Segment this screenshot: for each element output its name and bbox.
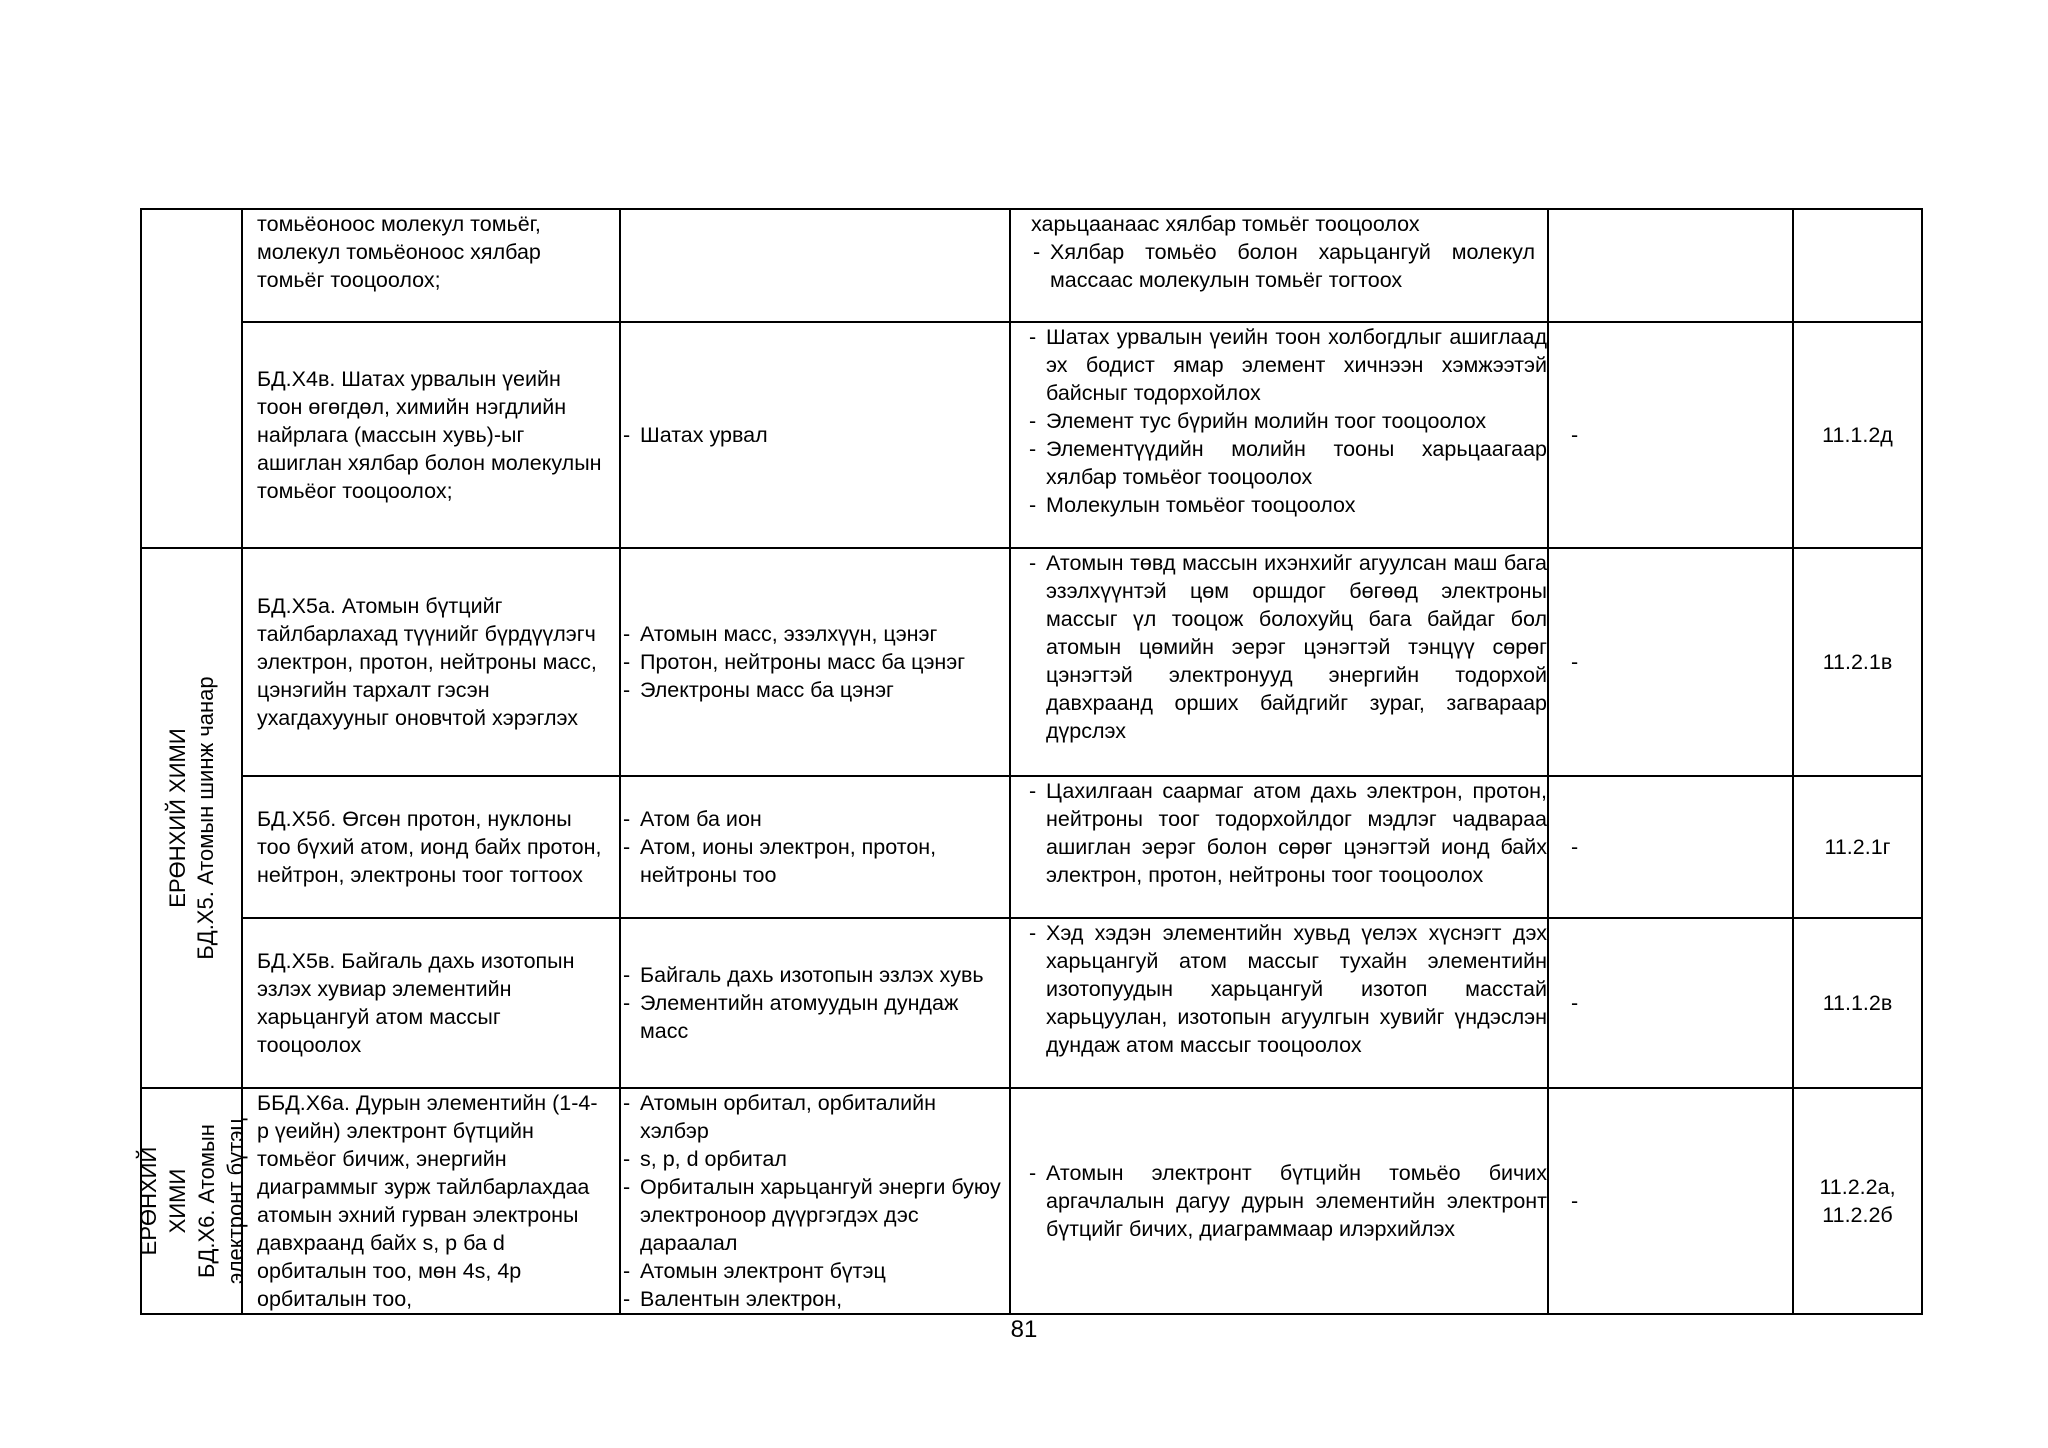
code-cell bbox=[1793, 1088, 1922, 1314]
section-subtitle-line: БД.Х5. Атомын шинж чанар bbox=[192, 676, 218, 960]
list-item: - Атомын электронт бүтэц bbox=[621, 1257, 1009, 1285]
list-item: - Байгаль дахь изотопын эзлэх хувь bbox=[621, 961, 1009, 989]
table-row bbox=[141, 209, 1922, 322]
code-cell bbox=[1793, 209, 1922, 322]
list-item: - Атомын электронт бүтцийн томьёо бичих аргачлалын дагуу дурын элементийн электронт бүтцийг бичих, диаграммаар илэрхийлэх bbox=[1027, 1159, 1547, 1243]
criteria-cell bbox=[1010, 209, 1548, 322]
section-subtitle-line: электронт бүтэц bbox=[222, 1117, 248, 1285]
standard-cell bbox=[242, 1088, 620, 1314]
list-item: - Цахилгаан саармаг атом дахь электрон, протон, нейтроны тоог тодорхойлдог мэдлэг чадвараа ашиглан эерэг болон сөрөг цэнэгтэй ионд байх электрон, протон, нейтроны тоог тооцоолох bbox=[1027, 777, 1547, 889]
list-item: - s, p, d орбитал bbox=[621, 1145, 1009, 1173]
list-item: - Элементийн атомуудын дундаж масс bbox=[621, 989, 1009, 1045]
standard-text: ББД.Х6а. Дурын элементийн (1-4-р үеийн) электронт бүтцийн томьёог бичиж, энергийн диаграммыг зурж тайлбарлахдаа атомын эхний гурван электроны давхраанд байх s, p ба d орбиталын тоо, мөн 4s, 4p орбиталын тоо, bbox=[257, 1091, 598, 1311]
code-value: 11.1.2в bbox=[1822, 990, 1893, 1015]
criteria-continuation: харьцаанаас хялбар томьёг тооцоолох bbox=[1031, 212, 1420, 236]
standard-text: томьёоноос молекул томьёг, молекул томьёоноос хялбар томьёг тооцоолох; bbox=[257, 212, 541, 292]
standard-text: БД.Х5а. Атомын бүтцийг тайлбарлахад түүнийг бүрдүүлэгч электрон, протон, нейтроны масс, цэнэгийн тархалт гэсэн ухагдахууныг оновчтой хэрэглэх bbox=[257, 593, 597, 730]
section-title-line: ЕРӨНХИЙ bbox=[135, 1146, 161, 1256]
table-row bbox=[141, 1088, 1922, 1314]
content-cell bbox=[620, 918, 1010, 1088]
criteria-cell bbox=[1010, 918, 1548, 1088]
section-cell bbox=[141, 548, 242, 1088]
list-item: - Валентын электрон, bbox=[621, 1285, 1009, 1313]
criteria-cell bbox=[1010, 322, 1548, 548]
standard-cell bbox=[242, 322, 620, 548]
section-cell bbox=[135, 1088, 248, 1314]
list-item: - Хэд хэдэн элементийн хувьд үелэх хүснэгт дэх харьцангуй атом массыг тухайн элементийн изотопуудын харьцангуй изотоп масстай харьцуулан, изотопын агуулгын хувийг үндэслэн дундаж атом массыг тооцоолох bbox=[1027, 919, 1547, 1059]
col5-value: - bbox=[1571, 423, 1579, 447]
standard-cell bbox=[242, 918, 620, 1088]
criteria-cell bbox=[1010, 548, 1548, 776]
code-value: 11.2.1г bbox=[1824, 834, 1891, 859]
criteria-cell bbox=[1010, 1088, 1548, 1314]
code-cell bbox=[1793, 322, 1922, 548]
col5-cell bbox=[1548, 918, 1793, 1088]
list-item: - Атом, ионы электрон, протон, нейтроны тоо bbox=[621, 833, 1009, 889]
list-item: - Протон, нейтроны масс ба цэнэг bbox=[621, 648, 1009, 676]
list-item: - Хялбар томьёо болон харьцангуй молекул массаас молекулын томьёг тогтоох bbox=[1031, 238, 1535, 294]
section-cell-empty bbox=[141, 209, 242, 548]
col5-value: - bbox=[1571, 1189, 1579, 1213]
list-item: - Атомын орбитал, орбиталийн хэлбэр bbox=[621, 1089, 1009, 1145]
list-item: - Элементүүдийн молийн тооны харьцаагаар хялбар томьёог тооцоолох bbox=[1027, 435, 1547, 491]
standard-text: БД.Х5б. Өгсөн протон, нуклоны тоо бүхий атом, ионд байх протон, нейтрон, электроны тоог тогтоох bbox=[257, 806, 602, 887]
section-title bbox=[134, 1118, 250, 1284]
list-item: - Атомын масс, эзэлхүүн, цэнэг bbox=[621, 620, 1009, 648]
section-title bbox=[164, 676, 220, 959]
list-item: - Шатах урвалын үеийн тоон холбогдлыг ашиглаад эх бодист ямар элемент хичнээн хэмжээтэй байсныг тодорхойлох bbox=[1027, 323, 1547, 407]
page-number: 81 bbox=[1010, 1316, 1038, 1343]
content-cell bbox=[620, 322, 1010, 548]
criteria-cell bbox=[1010, 776, 1548, 918]
code-value: 11.2.1в bbox=[1822, 649, 1893, 674]
col5-value: - bbox=[1571, 649, 1579, 674]
curriculum-table bbox=[135, 208, 1923, 1315]
table-row bbox=[141, 918, 1922, 1088]
section-title-line: ЕРӨНХИЙ ХИМИ bbox=[164, 728, 190, 908]
col5-value: - bbox=[1571, 990, 1579, 1015]
list-item: - Молекулын томьёог тооцоолох bbox=[1027, 491, 1547, 519]
list-item: - Орбиталын харьцангуй энерги буюу электроноор дүүргэгдэх дэс дараалал bbox=[621, 1173, 1009, 1257]
list-item: - Элемент тус бүрийн молийн тоог тооцоолох bbox=[1027, 407, 1547, 435]
code-value: 11.2.2а, bbox=[1819, 1175, 1896, 1199]
col5-cell bbox=[1548, 322, 1793, 548]
standard-text: БД.Х5в. Байгаль дахь изотопын эзлэх хувиар элементийн харьцангуй атом массыг тооцоолох bbox=[257, 948, 575, 1057]
standard-cell bbox=[242, 776, 620, 918]
section-title-line: ХИМИ bbox=[164, 1168, 190, 1234]
col5-cell bbox=[1548, 209, 1793, 322]
code-value: 11.2.2б bbox=[1822, 1203, 1893, 1227]
standard-cell bbox=[242, 209, 620, 322]
code-value: 11.1.2д bbox=[1822, 423, 1893, 447]
table-row bbox=[141, 776, 1922, 918]
standard-text: БД.Х4в. Шатах урвалын үеийн тоон өгөгдөл, химийн нэгдлийн найрлага (массын хувь)-ыг ашиглан хялбар болон молекулын томьёог тооцоолох; bbox=[257, 367, 602, 503]
col5-cell bbox=[1548, 1088, 1793, 1314]
table-row bbox=[141, 548, 1922, 776]
list-item: - Атом ба ион bbox=[621, 805, 1009, 833]
code-cell bbox=[1793, 776, 1922, 918]
content-cell bbox=[620, 776, 1010, 918]
list-item: - Атомын төвд массын ихэнхийг агуулсан маш бага эзэлхүүнтэй цөм оршдог бөгөөд электроны массыг үл тооцож болохуйц бага байдаг бол атомын цөмийн эерэг цэнэгтэй тэнцүү сөрөг цэнэгтэй электронууд энергийн тодорхой давхраанд орших байдгийг зураг, загвараар дүрслэх bbox=[1027, 549, 1547, 745]
col5-cell bbox=[1548, 548, 1793, 776]
standard-cell bbox=[242, 548, 620, 776]
content-cell bbox=[620, 209, 1010, 322]
content-cell bbox=[620, 548, 1010, 776]
table-row bbox=[141, 322, 1922, 548]
col5-cell bbox=[1548, 776, 1793, 918]
list-item: - Шатах урвал bbox=[621, 421, 1009, 449]
col5-value: - bbox=[1571, 834, 1579, 859]
code-cell bbox=[1793, 918, 1922, 1088]
code-cell bbox=[1793, 548, 1922, 776]
section-subtitle-line: БД.Х6. Атомын bbox=[193, 1124, 219, 1278]
content-cell bbox=[620, 1088, 1010, 1314]
list-item: - Электроны масс ба цэнэг bbox=[621, 676, 1009, 704]
